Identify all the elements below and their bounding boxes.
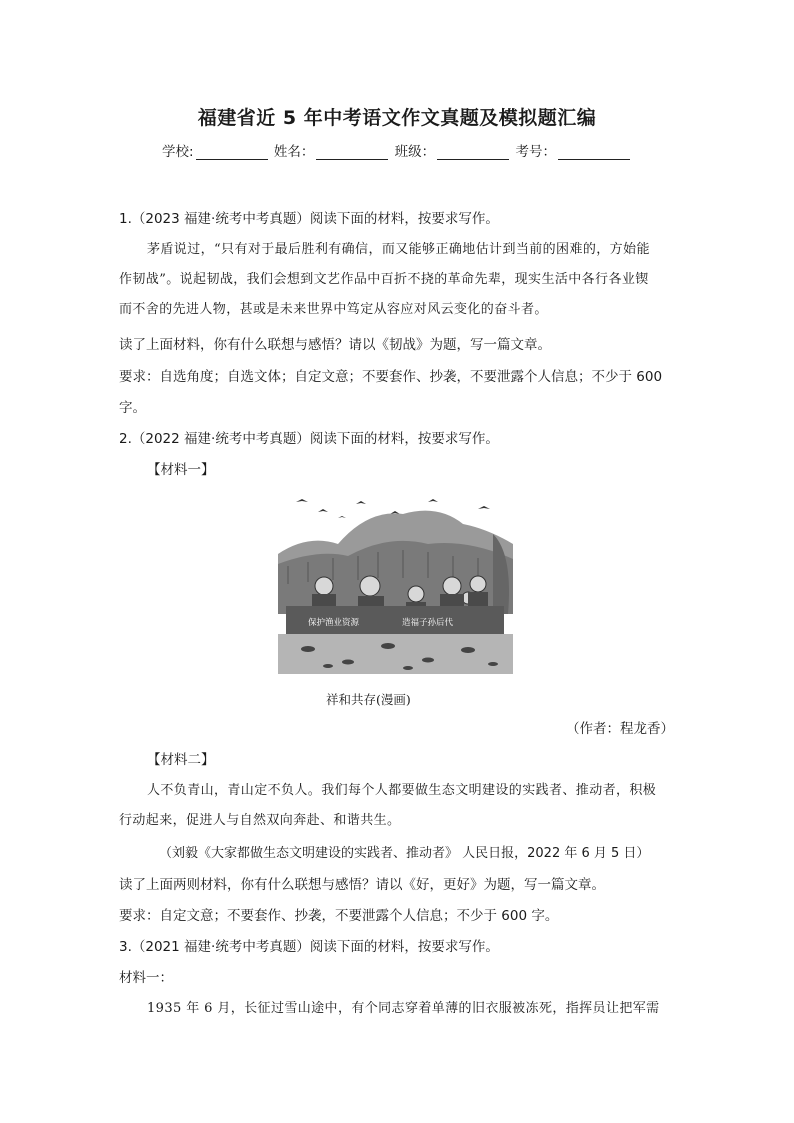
class-blank[interactable] (437, 146, 509, 160)
q2-m2-para-line: 行动起来，促进人与自然双向奔赴、和谐共生。 (119, 813, 401, 828)
cartoon-caption: 祥和共存(漫画) (326, 692, 411, 707)
banner-right-text: 造福子孙后代 (402, 618, 454, 628)
q1-para-line: 而不舍的先进人物，甚或是未来世界中笃定从容应对风云变化的奋斗者。 (119, 302, 548, 317)
q3-para-line: 1935 年 6 月，长征过雪山途中，有个同志穿着单薄的旧衣服被冻死，指挥员让把军需 (147, 1001, 660, 1016)
page-title: 福建省近 5 年中考语文作文真题及模拟题汇编 (197, 107, 597, 129)
student-info-line (0, 140, 794, 160)
q2-material2-label: 【材料二】 (147, 752, 215, 768)
cartoon-svg (278, 494, 513, 674)
q1-requirement: 要求：自选角度；自选文体；自定文意；不要套作、抄袭，不要泄露个人信息；不少于 600 (119, 369, 663, 385)
q2-prompt: 读了上面两则材料，你有什么联想与感悟？请以《好，更好》为题，写一篇文章。 (119, 877, 605, 893)
q2-source: （刘毅《大家都做生态文明建设的实践者、推动者》 人民日报，2022 年 6 月 5 日） (159, 846, 650, 861)
q2-requirement: 要求：自定文意；不要套作、抄袭，不要泄露个人信息；不少于 600 字。 (119, 908, 559, 924)
cartoon-author: （作者：程龙香） (566, 721, 674, 737)
school-blank[interactable] (196, 146, 268, 160)
q1-para-line: 茅盾说过，“只有对于最后胜利有确信，而又能够正确地估计到当前的困难的，方始能 (147, 242, 650, 257)
name-blank[interactable] (316, 146, 388, 160)
school-label: 学校: (162, 144, 194, 160)
name-label: 姓名： (273, 144, 315, 160)
q1-heading: 1.（2023 福建·统考中考真题）阅读下面的材料，按要求写作。 (119, 211, 499, 227)
q1-requirement-cont: 字。 (119, 400, 146, 416)
class-label: 班级： (394, 144, 436, 160)
q2-heading: 2.（2022 福建·统考中考真题）阅读下面的材料，按要求写作。 (119, 431, 499, 447)
q1-para-line: 作韧战”。说起韧战，我们会想到文艺作品中百折不挠的革命先辈，现实生活中各行各业锲 (119, 272, 649, 287)
q2-m2-para-line: 人不负青山，青山定不负人。我们每个人都要做生态文明建设的实践者、推动者，积极 (147, 783, 657, 798)
q1-prompt: 读了上面材料，你有什么联想与感悟？请以《韧战》为题，写一篇文章。 (119, 337, 551, 353)
q3-heading: 3.（2021 福建·统考中考真题）阅读下面的材料，按要求写作。 (119, 939, 499, 955)
q3-material1-label: 材料一： (119, 970, 173, 986)
exam-no-label: 考号： (515, 144, 556, 160)
q2-material1-label: 【材料一】 (147, 462, 215, 478)
cartoon-illustration (278, 494, 513, 674)
banner-left-text: 保护渔业资源 (308, 618, 360, 628)
exam-no-blank[interactable] (558, 146, 630, 160)
